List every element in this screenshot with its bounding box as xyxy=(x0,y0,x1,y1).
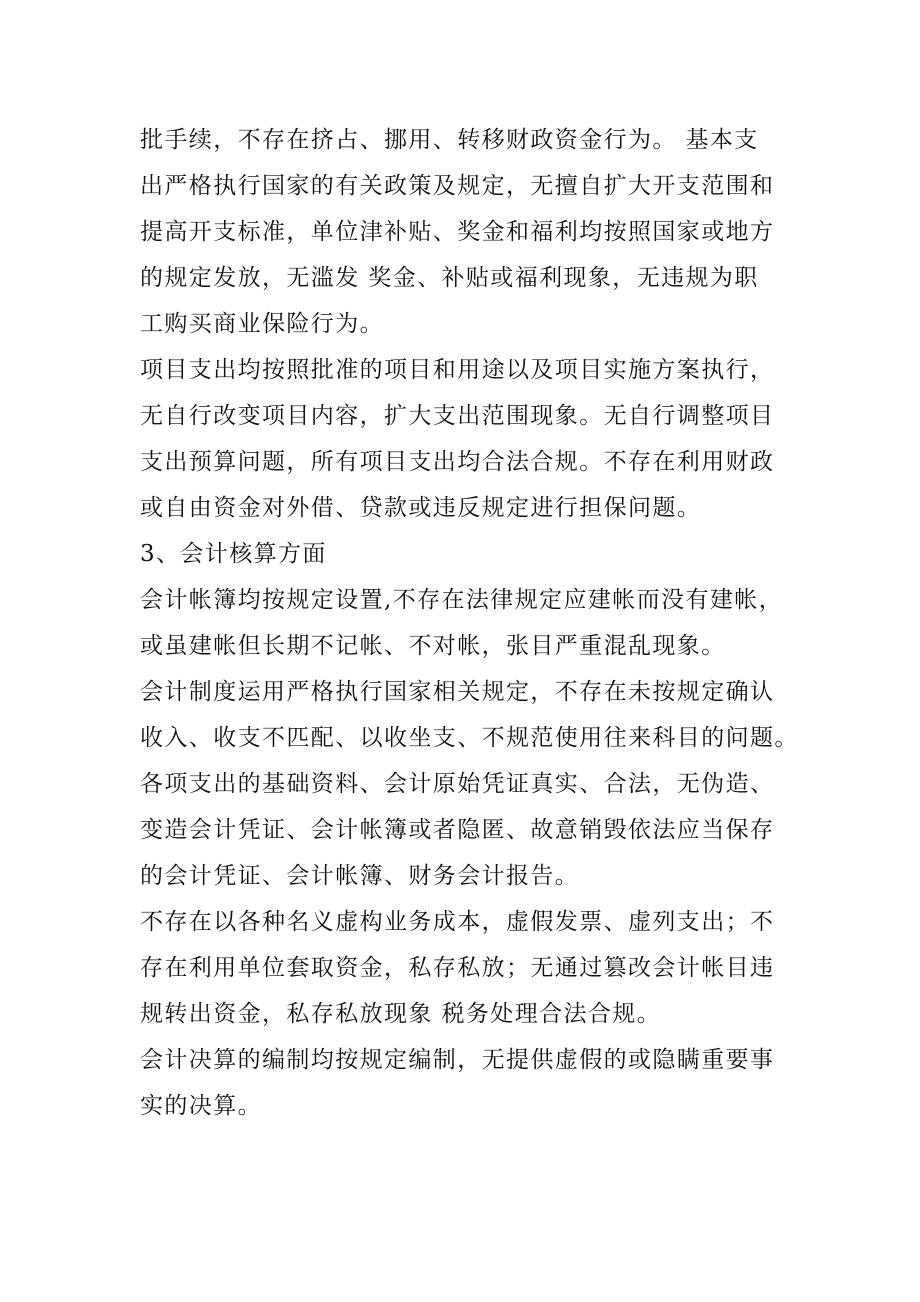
text-line: 存在利用单位套取资金，私存私放；无通过篡改会计帐目违 xyxy=(140,955,775,981)
text-line: 变造会计凭证、会计帐簿或者隐匿、故意销毁依法应当保存 xyxy=(140,817,775,843)
text-line: 会计决算的编制均按规定编制，无提供虚假的或隐瞒重要事 xyxy=(140,1047,775,1073)
text-line: 收入、收支不匹配、以收坐支、不规范使用往来科目的问题。 xyxy=(140,725,799,751)
text-line: 会计制度运用严格执行国家相关规定，不存在未按规定确认 xyxy=(140,679,775,705)
text-line: 批手续，不存在挤占、挪用、转移财政资金行为。 基本支 xyxy=(140,127,759,153)
text-line: 的规定发放，无滥发 奖金、补贴或福利现象，无违规为职 xyxy=(140,265,759,291)
text-line: 或自由资金对外借、贷款或违反规定进行担保问题。 xyxy=(140,495,702,521)
text-line: 出严格执行国家的有关政策及规定，无擅自扩大开支范围和 xyxy=(140,173,775,199)
text-line: 无自行改变项目内容，扩大支出范围现象。无自行调整项目 xyxy=(140,403,775,429)
text-line: 各项支出的基础资料、会计原始凭证真实、合法，无伪造、 xyxy=(140,771,775,797)
text-line: 支出预算问题，所有项目支出均合法合规。不存在利用财政 xyxy=(140,449,775,475)
text-line: 项目支出均按照批准的项目和用途以及项目实施方案执行， xyxy=(140,357,775,383)
text-line: 或虽建帐但长期不记帐、不对帐，张目严重混乱现象。 xyxy=(140,633,726,659)
text-line: 的会计凭证、会计帐簿、财务会计报告。 xyxy=(140,863,580,889)
text-line: 工购买商业保险行为。 xyxy=(140,311,384,337)
text-line: 不存在以各种名义虚构业务成本，虚假发票、虚列支出；不 xyxy=(140,909,775,935)
text-line: 规转出资金，私存私放现象 税务处理合法合规。 xyxy=(140,1001,662,1027)
document-body xyxy=(140,117,820,1129)
text-line: 实的决算。 xyxy=(140,1093,262,1119)
section-heading: 3、会计核算方面 xyxy=(140,541,327,567)
text-line: 会计帐簿均按规定设置,不存在法律规定应建帐而没有建帐， xyxy=(140,587,784,613)
text-line: 提高开支标准，单位津补贴、奖金和福利均按照国家或地方 xyxy=(140,219,775,245)
